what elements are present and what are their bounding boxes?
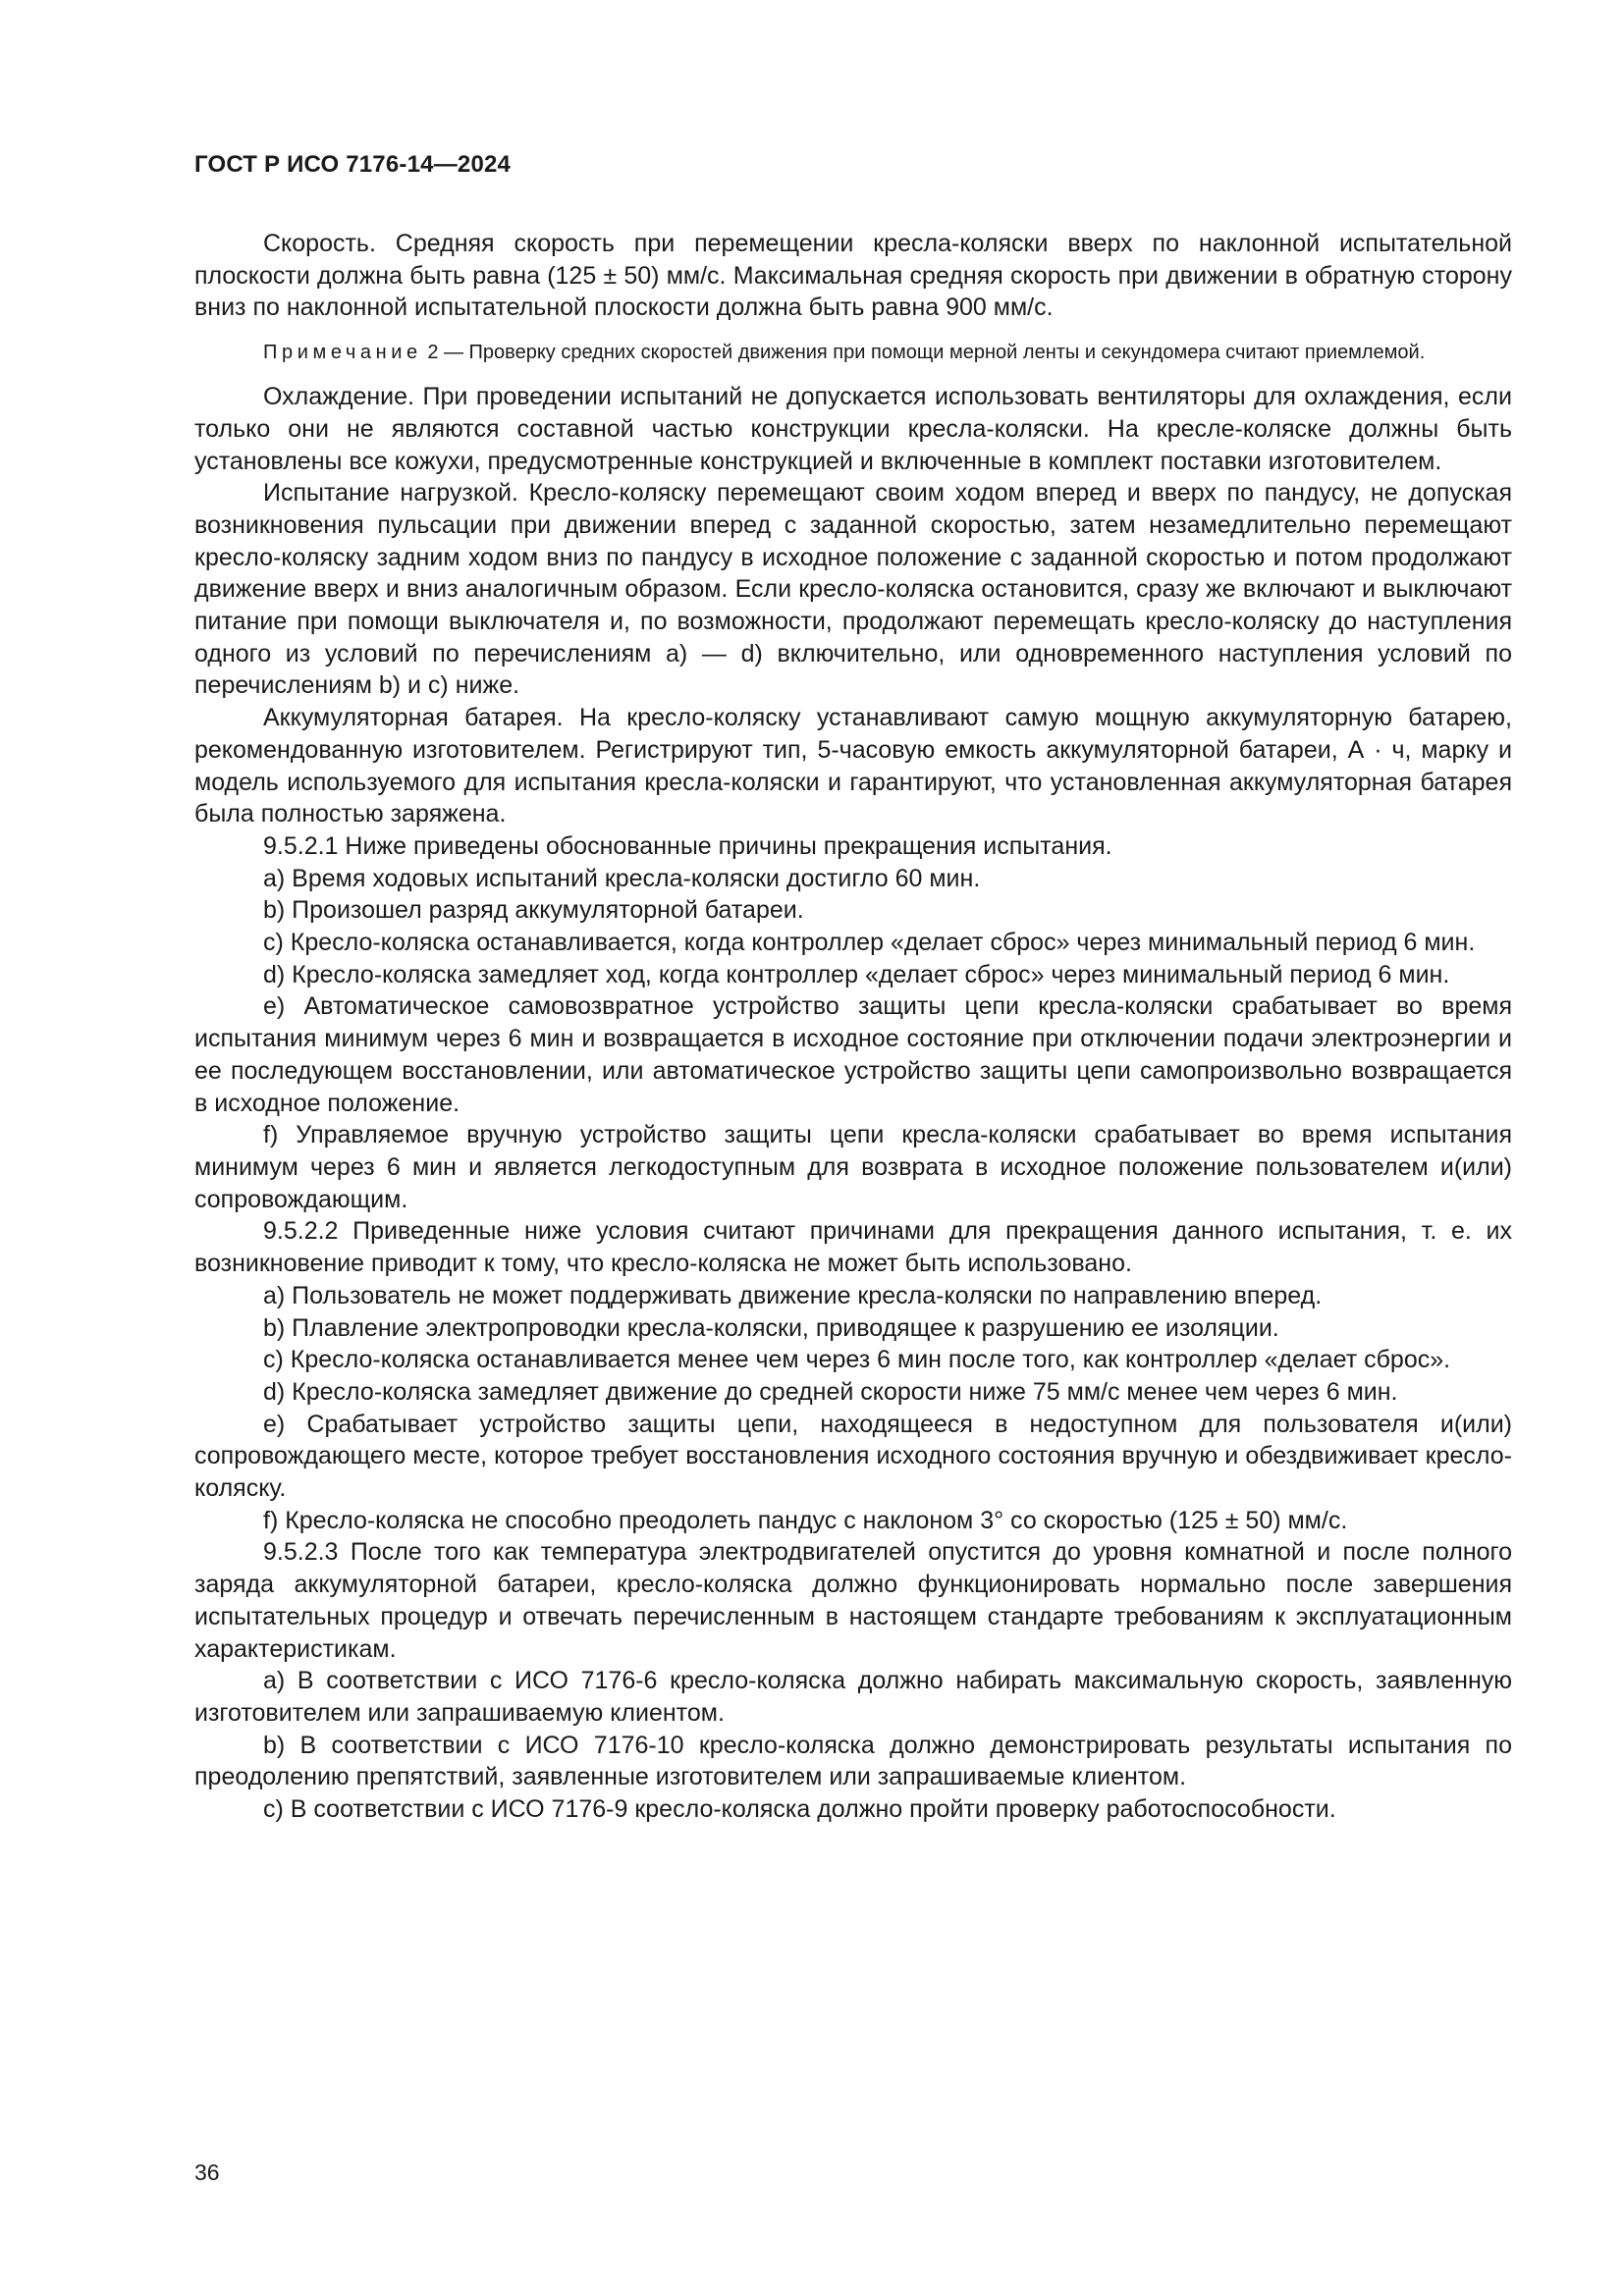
list-item: c) В соответствии с ИСО 7176-9 кресло-коляска должно пройти проверку работоспособности. bbox=[263, 1795, 1336, 1824]
list-item: d) Кресло-коляска замедляет движение до средней скорости ниже 75 мм/с менее чем через 6 мин. bbox=[263, 1377, 1398, 1406]
paragraph-speed: Скорость. Средняя скорость при перемещении кресла-коляски вверх по наклонной испытательной плоскости должна быть равна (125 ± 50) мм/с. Максимальная средняя скорость при движении в обратную сторону вниз по наклонной испытательной плоскости должна быть равна 900 мм/с. bbox=[194, 230, 1512, 322]
note-label: Примечание bbox=[263, 342, 422, 364]
list-item: e) Автоматическое самовозвратное устройство защиты цепи кресла-коляски срабатывает во время испытания минимум через 6 мин и возвращается в исходное состояние при отключении подачи электроэнергии и ее последующем восстановлении, или автоматическое устройство защиты цепи самопроизвольно возвращается в исходное положение. bbox=[194, 992, 1512, 1117]
list-item: a) Пользователь не может поддерживать движение кресла-коляски по направлению вперед. bbox=[263, 1281, 1323, 1309]
list-item: b) Плавление электропроводки кресла-коляски, приводящее к разрушению ее изоляции. bbox=[263, 1313, 1279, 1342]
section-9-5-2-3: 9.5.2.3 После того как температура электродвигателей опустится до уровня комнатной и после полного заряда аккумуляторной батареи, кресло-коляска должно функционировать нормально после завершения испытательных процедур и отвечать перечисленным в настоящем стандарте требованиям к эксплуатационным характеристикам. bbox=[194, 1538, 1512, 1663]
section-9-5-2-1: 9.5.2.1 Ниже приведены обоснованные причины прекращения испытания. bbox=[263, 831, 1112, 860]
standard-header: ГОСТ Р ИСО 7176-14—2024 bbox=[194, 151, 512, 178]
paragraph-battery: Аккумуляторная батарея. На кресло-коляску устанавливают самую мощную аккумуляторную батарею, рекомендованную изготовителем. Регистрируют тип, 5-часовую емкость аккумуляторной батареи, А · ч, марку и модель используемого для испытания кресла-коляски и гарантируют, что установленная аккумуляторная батарея была полностью заряжена. bbox=[194, 704, 1512, 828]
list-item: e) Срабатывает устройство защиты цепи, находящееся в недоступном для пользователя и(или) сопровождающего месте, которое требует восстановления исходного состояния вручную и обездвиживает кресло-коляску. bbox=[194, 1410, 1512, 1503]
paragraph-cooling: Охлаждение. При проведении испытаний не допускается использовать вентиляторы для охлаждения, если только они не являются составной частью конструкции кресла-коляски. На кресле-коляске должны быть установлены все кожухи, предусмотренные конструкцией и включенные в комплект поставки изготовителем. bbox=[194, 383, 1512, 475]
list-item: d) Кресло-коляска замедляет ход, когда контроллер «делает сброс» через минимальный период 6 мин. bbox=[263, 960, 1450, 988]
note-text: 2 — Проверку средних скоростей движения при помощи мерной ленты и секундомера считают приемлемой. bbox=[421, 342, 1426, 364]
section-9-5-2-2: 9.5.2.2 Приведенные ниже условия считают причинами для прекращения данного испытания, т. е. их возникновение приводит к тому, что кресло-коляска не может быть использовано. bbox=[194, 1217, 1512, 1278]
paragraph-load-test: Испытание нагрузкой. Кресло-коляску перемещают своим ходом вперед и вверх по пандусу, не допуская возникновения пульсации при движении вперед с заданной скоростью, затем незамедлительно перемещают кресло-коляску задним ходом вниз по пандусу в исходное положение с заданной скоростью и потом продолжают движение вверх и вниз аналогичным образом. Если кресло-коляска остановится, сразу же включают и выключают питание при помощи выключателя и, по возможности, продолжают перемещать кресло-коляску до наступления одного из условий по перечислениям a) — d) включительно, или одновременного наступления условий по перечислениям b) и c) ниже. bbox=[194, 479, 1512, 700]
list-item: f) Управляемое вручную устройство защиты цепи кресла-коляски срабатывает во время испытания минимум через 6 мин и является легкодоступным для возврата в исходное положение пользователем и(или) сопровождающим. bbox=[194, 1121, 1512, 1213]
list-item: c) Кресло-коляска останавливается менее чем через 6 мин после того, как контроллер «делает сброс». bbox=[263, 1346, 1451, 1374]
list-item: a) Время ходовых испытаний кресла-коляски достигло 60 мин. bbox=[263, 864, 981, 892]
list-item: c) Кресло-коляска останавливается, когда контроллер «делает сброс» через минимальный период 6 мин. bbox=[263, 929, 1476, 957]
list-item: b) Произошел разряд аккумуляторной батареи. bbox=[263, 896, 804, 925]
list-item: b) В соответствии с ИСО 7176-10 кресло-коляска должно демонстрировать результаты испытания по преодолению препятствий, заявленные изготовителем или запрашиваемые клиентом. bbox=[194, 1731, 1512, 1791]
page-number: 36 bbox=[194, 2160, 220, 2185]
list-item: a) В соответствии с ИСО 7176-6 кресло-коляска должно набирать максимальную скорость, заявленную изготовителем или запрашиваемую клиентом. bbox=[194, 1667, 1512, 1727]
list-item: f) Кресло-коляска не способно преодолеть пандус с наклоном 3° со скоростью (125 ± 50) мм/с. bbox=[263, 1506, 1348, 1534]
document-body bbox=[194, 228, 1512, 1826]
note-2 bbox=[194, 340, 1512, 365]
